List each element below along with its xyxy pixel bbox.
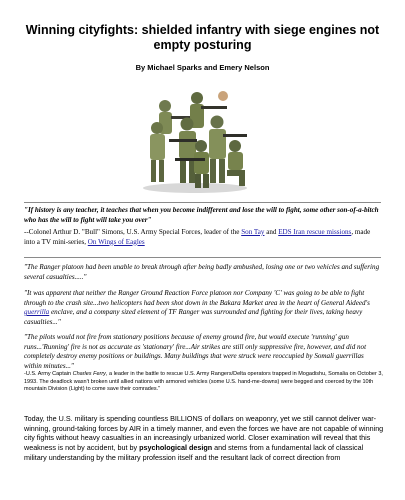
quote-ranger-platoon: "The Ranger platoon had been unable to break through after being badly ambushed, losing one or two vehicles and suffering several casualties....." bbox=[24, 263, 380, 281]
article-title: Winning cityfights: shielded infantry with siege engines not empty posturing bbox=[25, 23, 380, 52]
ferry-attribution-prefix: -U.S. Army Captain bbox=[24, 371, 73, 377]
ferry-name: Charles Ferry bbox=[72, 371, 106, 377]
son-tay-link[interactable]: Son Tay bbox=[241, 228, 265, 236]
quote-crash-site-text-1: "It was apparent that neither the Ranger Ground Reaction Force platoon nor Company 'C' was going to be able to fight through to the crash site...two helicopters had been shot down in the Bakara Market area in the heart of General Aideed's bbox=[24, 289, 370, 307]
ferry-attribution-text: , a leader in the battle to rescue U.S. Army Rangers/Delta operators trapped in Mogadishu, Somalia on October 3, 1993. The deadlock wasn't broken until allied nations with armored vehicles (some U.S. hand-me-downs) were begged and coerced by the 10th mountain Division (Light) to come save their comrades." bbox=[24, 371, 383, 392]
body-text-1: Today, the U.S. military is spending countless BILLIONS of dollars on weaponry, yet we still cannot deliver war-winning, ground-taking forces by AIR in a timely manner, and even the forces we have are not capable of winning city fights without heavy casualties in an increasingly urbanized world. Closer examination will reveal that this weakness is not by accident, but by bbox=[24, 414, 384, 453]
quote-pilots: "The pilots would not fire from stationary positions because of enemy ground fire, but would execute 'running' gun runs...'Running' fire is not as accurate as 'stationary' fire...Air strikes are still only suppressive fire, however, and did not completely destroy enemy positions or buildings. Many buildings that were struck were reoccupied by Somali guerrillas within minutes..." bbox=[24, 333, 367, 370]
eds-iran-link[interactable]: EDS Iran rescue missions bbox=[278, 228, 352, 236]
attribution-text: --Colonel Arthur D. "Bull" Simons, U.S. Army Special Forces, leader of the bbox=[24, 228, 242, 236]
body-paragraph bbox=[24, 414, 384, 463]
soldier-front-kneeling bbox=[227, 140, 245, 186]
article-authors: By Michael Sparks and Emery Nelson bbox=[135, 63, 270, 72]
ferry-attribution bbox=[24, 371, 384, 394]
body-bold-phrase: psychological design bbox=[139, 443, 213, 453]
infantry-soldiers-illustration bbox=[135, 84, 255, 194]
epigraph-quote: "If history is any teacher, it teaches that when you become indifferent and lose the will to fight, some other son-of-a-bitch who has the will to fight will take you over" bbox=[24, 206, 379, 224]
divider-top bbox=[24, 202, 381, 203]
attribution-mid: , made into a TV mini-series, bbox=[24, 228, 371, 246]
quote-crash-site-text-2: enclave, and a company sized element of TF Ranger was surrounded and fighting for their lives, taking heavy casualties..." bbox=[24, 308, 363, 326]
divider-middle bbox=[24, 257, 381, 258]
guerrilla-link[interactable]: guerrilla bbox=[24, 308, 50, 316]
epigraph-attribution bbox=[24, 228, 382, 247]
quote-crash-site bbox=[24, 289, 382, 327]
attribution-and: and bbox=[264, 228, 279, 236]
body-text-2: and stems from a fundamental lack of classical military understanding by the military profession itself and the resultant lack of correct direction from bbox=[24, 443, 364, 462]
on-wings-of-eagles-link[interactable]: On Wings of Eagles bbox=[87, 237, 145, 246]
